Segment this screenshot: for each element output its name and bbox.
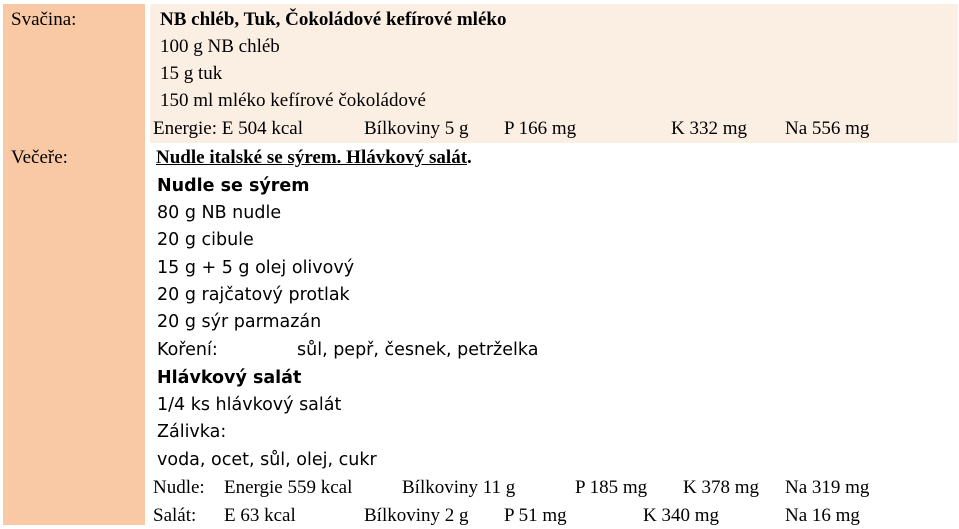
koreni-value: sůl, pepř, česnek, petrželka xyxy=(297,340,539,360)
ingredient-item: 1/4 ks hlávkový salát xyxy=(157,395,342,415)
nudle-label: Nudle: xyxy=(153,477,205,498)
svacina-protein: Bílkoviny 5 g xyxy=(364,118,469,139)
svacina-item: 100 g NB chléb xyxy=(160,36,280,57)
ingredient-item: 15 g + 5 g olej olivový xyxy=(157,258,355,278)
salat-label: Salát: xyxy=(153,505,197,526)
nudle-energy: Energie 559 kcal xyxy=(224,477,353,498)
salat-potassium: K 340 mg xyxy=(643,505,719,526)
nudle-protein: Bílkoviny 11 g xyxy=(402,477,516,498)
ingredient-item: 20 g rajčatový protlak xyxy=(157,285,350,305)
salat-energy: E 63 kcal xyxy=(224,505,296,526)
svacina-potassium: K 332 mg xyxy=(671,118,747,139)
svacina-label: Svačina: xyxy=(11,9,77,30)
nudle-sodium: Na 319 mg xyxy=(785,477,870,498)
svacina-sodium: Na 556 mg xyxy=(785,118,870,139)
svacina-item: 15 g tuk xyxy=(160,63,223,84)
vecere-title-period: . xyxy=(467,147,472,168)
svacina-phosphorus: P 166 mg xyxy=(504,118,577,139)
nudle-phosphorus: P 185 mg xyxy=(575,477,648,498)
ingredient-item: 20 g sýr parmazán xyxy=(157,312,322,332)
vecere-title: Nudle italské se sýrem. Hlávkový salát xyxy=(156,147,468,168)
svacina-item: 150 ml mléko kefírové čokoládové xyxy=(160,90,426,111)
ingredient-item: 20 g cibule xyxy=(157,230,254,250)
svacina-title: NB chléb, Tuk, Čokoládové kefírové mléko xyxy=(160,9,507,30)
ingredient-item: Zálivka: xyxy=(157,422,227,442)
salat-sodium: Na 16 mg xyxy=(785,505,860,526)
label-column xyxy=(3,4,145,525)
ingredient-item: 80 g NB nudle xyxy=(157,203,282,223)
dish-title-nudle: Nudle se sýrem xyxy=(157,176,310,196)
salat-protein: Bílkoviny 2 g xyxy=(364,505,469,526)
koreni-label: Koření: xyxy=(157,340,218,360)
nudle-potassium: K 378 mg xyxy=(683,477,759,498)
vecere-title-line xyxy=(156,147,472,169)
salat-phosphorus: P 51 mg xyxy=(504,505,567,526)
dish-title-salat: Hlávkový salát xyxy=(157,368,302,388)
svacina-energy: Energie: E 504 kcal xyxy=(153,118,304,139)
ingredient-item: voda, ocet, sůl, olej, cukr xyxy=(157,450,377,470)
vecere-label: Večeře: xyxy=(11,147,68,168)
